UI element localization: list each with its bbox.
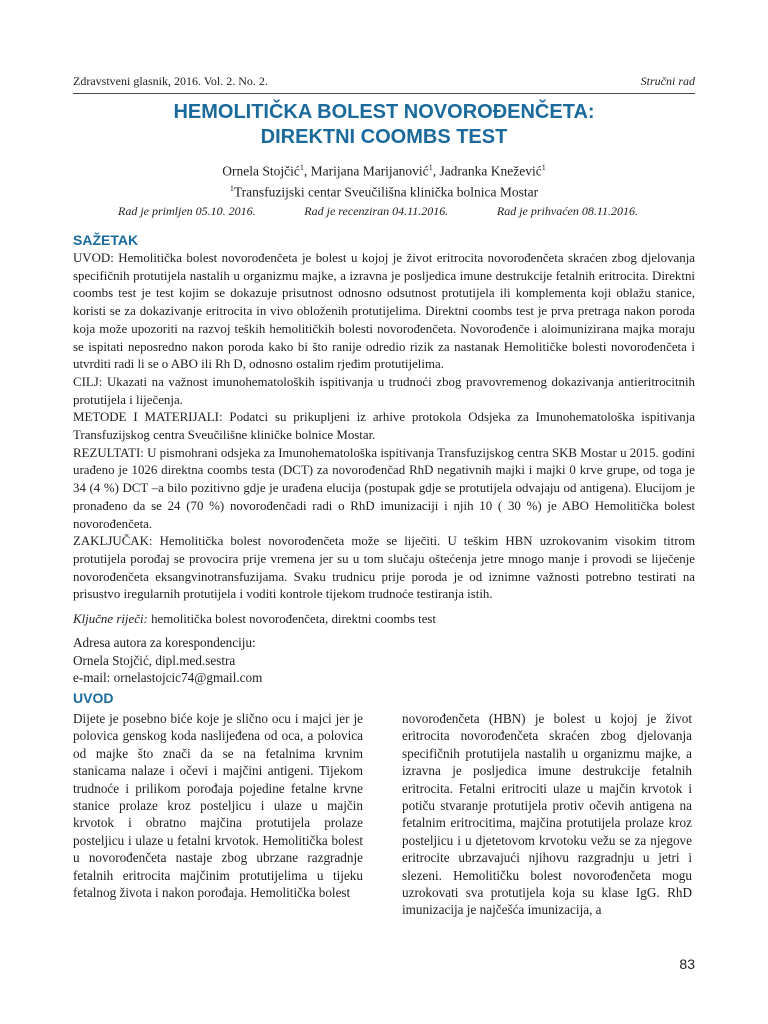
author-affiliation-mark: 1 — [299, 163, 304, 172]
author-name: Ornela Stojčić — [222, 163, 300, 179]
abstract-paragraph: REZULTATI: U pismohrani odsjeka za Imunohematološka ispitivanja Transfuzijskog centra SKB Mostar u 2015. godini urađeno je 1026 direktna coombs testa (DCT) za novorođenčad RhD negativnih majki i majki 0 krve grupe, od toga je 34 (4 %) DCT –a bilo pozitivno gdje je urađena elucija (postupak gdje se protutijela odvajaju od antigena). Elucijom je pronađeno da se 24 (70 %) novorođenčadi radi o RhD imunizaciji i njih 10 ( 30 %) je ABO Hemolitička bolest novorođenčeta. — [73, 445, 695, 531]
date-reviewed: Rad je recenziran 04.11.2016. — [304, 204, 449, 218]
author-affiliation-mark: 1 — [541, 163, 546, 172]
abstract-heading: SAŽETAK — [73, 232, 139, 248]
submission-dates — [118, 204, 638, 219]
page-number: 83 — [679, 956, 695, 972]
article-type: Stručni rad — [640, 74, 695, 88]
title-line-2: DIREKTNI COOMBS TEST — [260, 126, 508, 148]
date-received: Rad je primljen 05.10. 2016. — [118, 204, 256, 218]
author-name: Jadranka Knežević — [439, 163, 542, 179]
correspondence-email: e-mail: ornelastojcic74@gmail.com — [73, 670, 263, 685]
intro-column-left — [73, 710, 363, 901]
date-accepted: Rad je prihvaćen 08.11.2016. — [496, 204, 638, 218]
correspondence-label: Adresa autora za korespondenciju: — [73, 635, 256, 650]
intro-paragraph: novorođenčeta (HBN) je bolest u kojoj je život eritrocita novorođenčeta skraćen zbog djelovanja specifičnih protutijela nastalih u organizmu majke, a izravna je posljedica imune destrukcije fetalnih eritrocita. Fetalni eritrociti ulaze u majčin krvotok i potiču stvaranje protutijela protiv očevih antigena na fetalnim eritrocitima, majčina protutijela prolaze kroz posteljicu i u djetetovom krvotoku vežu se za njegove eritrocite ubrzavajući njihovu razgradnju u jetri i slezeni. Hemolitičku bolest novorođenčeta mogu uzrokovati sva protutijela koja su klase IgG. RhD imunizacija je najčešća imunizacija, a — [402, 711, 692, 918]
title-line-1: HEMOLITIČKA BOLEST NOVOROĐENČETA: — [173, 101, 595, 123]
intro-column-right — [402, 710, 692, 919]
article-title — [73, 100, 695, 150]
author-list: Ornela Stojčić$^1$, Marijana Marijanović$^1$, Jadranka Knežević$^1$ — [222, 163, 546, 179]
author-name: Marijana Marijanović — [310, 163, 429, 179]
affiliation-text: Transfuzijski centar Sveučilišna klinička bolnica Mostar — [233, 184, 539, 200]
running-head — [73, 74, 695, 89]
correspondence-name: Ornela Stojčić, dipl.med.sestra — [73, 652, 236, 668]
intro-heading: UVOD — [73, 690, 114, 706]
keywords-label: Ključne riječi: — [73, 612, 148, 626]
keywords — [73, 612, 695, 627]
affiliation-mark: 1 — [229, 184, 234, 193]
journal-citation: Zdravstveni glasnik, 2016. Vol. 2. No. 2. — [73, 74, 268, 88]
affiliation — [73, 184, 695, 201]
abstract-paragraph: CILJ: Ukazati na važnost imunohematoloških ispitivanja u trudnoći zbog pravovremenog dokazivanja antieritrocitnih protutijela i liječenja. — [73, 374, 695, 407]
intro-paragraph: Dijete je posebno biće koje je slično ocu i majci jer je polovica genskog koda naslijeđena od oca, a polovica od majke što znači da se na fetalnima krvnim stanicama nalaze i očevi i majčini antigeni. Tijekom trudnoće i prilikom porođaja pojedine fetalne krvne stanice prolaze kroz posteljicu i ulaze u majčin krvotok i obratno majčina protutijela prolaze posteljicu i ulaze u fetalni krvotok. Hemolitička bolest u novorođenčeta nastaje zbog ubrzane razgradnje fetalnih eritrocita majčinim protutijelima u tijeku fetalnog života i nakon porođaja. Hemolitička bolest — [73, 711, 363, 901]
keywords-text: hemolitička bolest novorođenčeta, direktni coombs test — [151, 612, 437, 626]
abstract-body — [73, 250, 695, 604]
author-affiliation-mark: 1 — [428, 163, 433, 172]
header-divider — [73, 93, 695, 94]
abstract-paragraph: UVOD: Hemolitička bolest novorođenčeta je bolest u kojoj je život eritrocita novorođenčeta skraćen zbog djelovanja specifičnih protutijela nastalih u organizmu majke, a izravna je posljedica imune destrukcije fetalnih eritrocita. Direktni coombs test je test kojim se dokazuje prisutnost odnosno odsutnost protutijela ili komplementa koji oblažu stanice, koristi se za dokazivanje eritrocita in vivo obloženih protutijelima. Direktni coombs test je prva pretraga nakon poroda koja može upozoriti na razvoj teških hemolitičkih bolesti novorođenčeta. Novorođenče i aloimunizirana majka moraju se ispitati neposredno nakon poroda kako bi što ranije odredio rizik za nastanak Hemolitičke bolesti novorođenčeta i utvrditi radi li se o ABO ili Rh D, odnosno ostalim rjeđim protutijelima. — [73, 251, 695, 372]
abstract-paragraph: ZAKLJUČAK: Hemolitička bolest novorođenčeta može se liječiti. U teškim HBN uzrokovanim visokim titrom protutijela porođaj se provocira prije vremena jer su u tom slučaju oštećenja jetre mnogo manje i provodi se liječenje novorođenčeta eksangvinotransfuzijama. Svaku trudnicu prije poroda je od iznimne važnosti potrebno testirati na prisustvo iregularnih protutijela i voditi kontrole tijekom trudnoće testiranja istih. — [73, 534, 695, 602]
correspondence-block — [73, 634, 262, 687]
abstract-paragraph: METODE I MATERIJALI: Podatci su prikupljeni iz arhive protokola Odsjeka za Imunohematološka ispitivanja Transfuzijskog centra Sveučilišne kliničke bolnice Mostar. — [73, 410, 695, 443]
